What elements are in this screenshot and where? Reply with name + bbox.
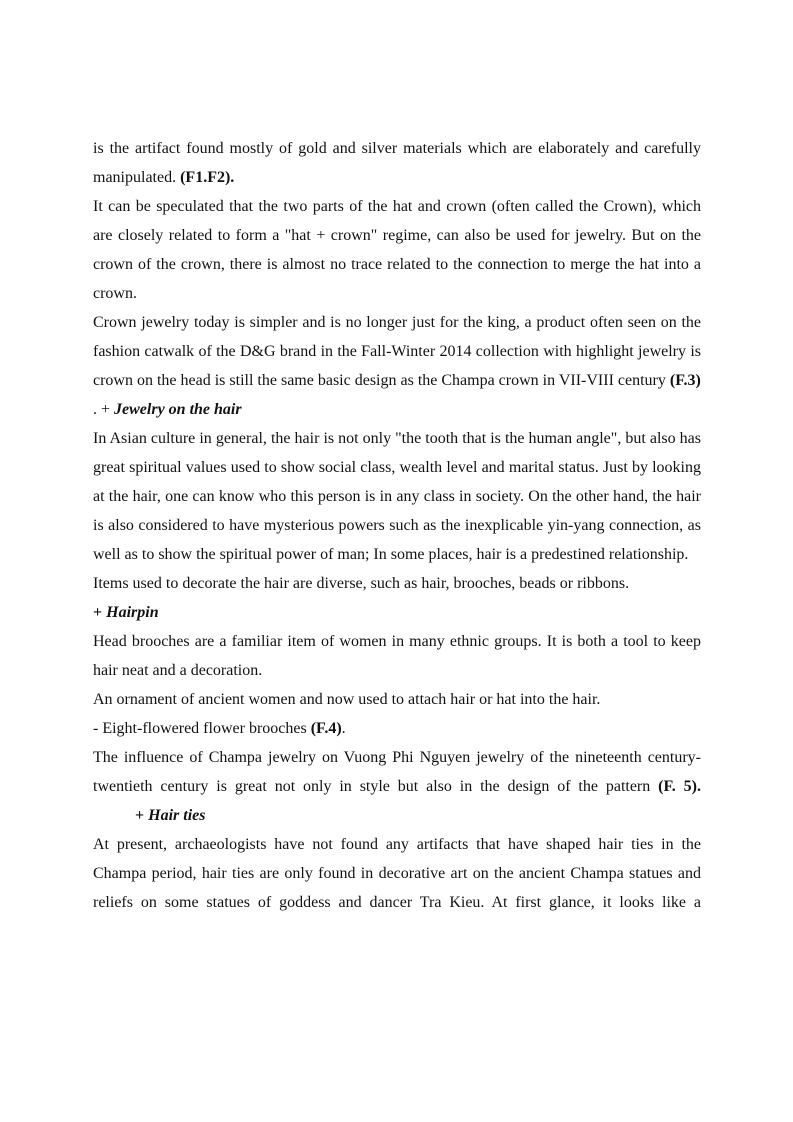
paragraph [93,308,701,395]
text-run: . [341,720,346,737]
text-run: (F1.F2). [180,169,235,186]
text-run: An ornament of ancient women and now used to attach hair or hat into the hair. [93,691,601,708]
text-run: (F.3) [669,372,701,389]
paragraph [93,627,701,685]
paragraph [93,424,701,569]
paragraph [93,192,701,308]
paragraph [93,134,701,192]
paragraph [93,685,701,714]
paragraph [93,830,701,917]
text-run: Jewelry on the hair [114,401,242,418]
text-run: (F.4) [310,720,342,737]
paragraph [93,743,701,801]
text-run: Hair ties [148,807,206,824]
section-heading [93,598,701,627]
document-content [93,134,701,917]
text-run: It can be speculated that the two parts of the hat and crown (often called the Crown), which are closely related to form a "hat + crown" regime, can also be used for jewelry. But on the crown of the crown, there is almost no trace related to the connection to merge the hat into a crown. [93,198,701,302]
text-run: In Asian culture in general, the hair is not only "the tooth that is the human angle", but also has great spiritual values used to show social class, wealth level and marital status. Just by looking at the hair, one can know who this person is in any class in society. On the other hand, the hair is also considered to have mysterious powers such as the inexplicable yin-yang connection, as well as to show the spiritual power of man; In some places, hair is a predestined relationship. [93,430,701,563]
text-run: At present, archaeologists have not found any artifacts that have shaped hair ties in the Champa period, hair ties are only found in decorative art on the ancient Champa statues and reliefs on some statues of goddess and dancer Tra Kieu. At first glance, it looks like a [93,836,701,911]
text-run: The influence of Champa jewelry on Vuong Phi Nguyen jewelry of the nineteenth century-twentieth century is great not only in style but also in the design of the pattern [93,749,701,795]
text-run: Crown jewelry today is simpler and is no longer just for the king, a product often seen on the fashion catwalk of the D&G brand in the Fall-Winter 2014 collection with highlight jewelry is crown on the head is still the same basic design as the Champa crown in VII-VIII century [93,314,701,389]
text-run: + [93,604,107,621]
text-run: + [135,807,149,824]
text-run: Head brooches are a familiar item of women in many ethnic groups. It is both a tool to keep hair neat and a decoration. [93,633,701,679]
section-heading [93,801,701,830]
text-run: Hairpin [106,604,159,621]
paragraph [93,569,701,598]
text-run: Items used to decorate the hair are diverse, such as hair, brooches, beads or ribbons. [93,575,630,592]
text-run: - Eight-flowered flower brooches [93,720,311,737]
paragraph [93,714,701,743]
section-heading [93,395,701,424]
text-run: . + [93,401,115,418]
text-run: (F. 5). [658,778,702,795]
text-run: is the artifact found mostly of gold and silver materials which are elaborately and carefully manipulated. [93,140,701,186]
